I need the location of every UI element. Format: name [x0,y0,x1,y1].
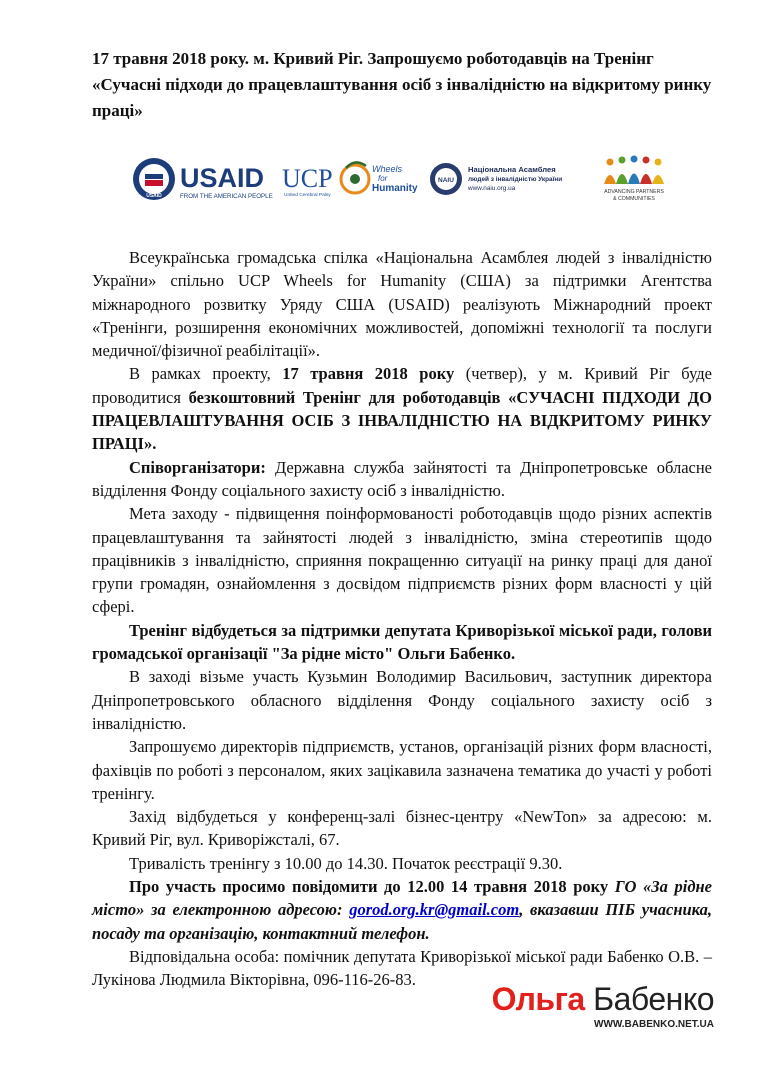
paragraph-coorganizers [92,456,712,503]
registration-deadline: Про участь просимо повідомити до 12.00 14 травня 2018 року [129,877,615,897]
registration-requirements: , вказавши ПІБ учасника, посаду та організацію, контактний телефон. [92,900,713,943]
paragraph-goal: Мета заходу - підвищення поінформованості роботодавців щодо різних аспектів працевлаштування та зайнятості людей з інвалідністю, зміна стереотипів щодо працівників з інвалідністю, сприяння покращенню ситуації на ринку праці для даної групи громадян, ознайомлення з досвідом підприємств різних форм власності у цій сфері. [92,504,712,617]
paragraph-participant: В заході візьме участь Кузьмин Володимир Васильович, заступник директора Дніпропетровського обласного відділення Фонду соціального захисту осіб з інвалідністю. [92,667,712,733]
paragraph-support: Тренінг відбудеться за підтримки депутата Криворізької міської ради, голови громадської організації "За рідне місто" Ольги Бабенко. [92,620,712,664]
babenko-brand-logo [492,982,714,1030]
paragraph-registration [92,875,712,945]
event-text-a: В рамках проекту, [129,364,283,384]
naiu-line-2: людей з інвалідністю України [468,176,563,183]
ucp-tagline: United Cerebral Palsy [284,193,331,198]
coorganizers-label: Співорганізатори: [129,457,266,477]
event-text-b: (четвер), у м. Кривий Ріг буде проводитися [92,364,712,407]
paragraph-contact: Відповідальна особа: помічник депутата Криворізької міської ради Бабенко О.В. – Лукінова Людмила Вікторівна, 096-116-26-83. [92,946,712,990]
brand-name [492,982,714,1016]
event-training-title: безкоштовний Тренінг для роботодавців «СУЧАСНІ ПІДХОДИ ДО ПРАЦЕВЛАШТУВАННЯ ОСІБ З ІНВАЛІДНІСТЮ НА ВІДКРИТОМУ РИНКУ ПРАЦІ». [92,387,712,454]
ucp-logo [280,154,338,204]
wheels-text-2: for [378,174,388,183]
brand-url: WWW.BABENKO.NET.UA [594,1019,714,1030]
brand-last-name: Бабенко [593,981,714,1017]
document-page [92,46,712,992]
naiu-line-1: Національна Асамблея [468,165,556,174]
document-body [92,246,712,992]
ucp-name: UCP [282,164,333,193]
usaid-name: USAID [180,163,265,193]
wheels-text-1: Wheels [372,164,403,174]
advancing-partners-logo [598,154,672,204]
paragraph-event [92,362,712,455]
paragraph-intro: Всеукраїнська громадська спілка «Національна Асамблея людей з інвалідністю України» спільно UCP Wheels for Humanity (США) за підтримки Агентства міжнародного розвитку Уряду США (USAID) реалізують Міжнародний проект «Тренінги, розширення економічних можливостей, допоміжні технології та послуги медичної/фізичної реабілітації». [92,248,712,361]
event-date: 17 травня 2018 року [282,364,455,384]
naiu-badge-text: NAIU [438,177,454,184]
naiu-logo [428,154,588,204]
registration-org: ГО «За рідне місто» за електронною адресою: [92,877,712,920]
paragraph-venue: Захід відбудеться у конференц-залі бізнес-центру «NewTon» за адресою: м. Кривий Ріг, вул. Криворіжсталі, 67. [92,807,712,850]
partner-logos [132,144,672,224]
usaid-tagline: FROM THE AMERICAN PEOPLE [180,193,273,200]
paragraph-duration: Тривалість тренінгу з 10.00 до 14.30. Початок реєстрації 9.30. [129,853,563,873]
document-title: 17 травня 2018 року. м. Кривий Ріг. Запрошуємо роботодавців на Тренінг «Сучасні підходи до працевлаштування осіб з інвалідністю на відкритому ринку праці» [92,49,712,120]
coorganizers-text: Державна служба зайнятості та Дніпропетровське обласне відділення Фонду соціального захисту осіб з інвалідністю. [92,457,712,500]
advancing-line-2: & COMMUNITIES [613,196,655,202]
brand-first-name: Ольга [491,981,585,1017]
wheels-text-3: Humanity [372,183,418,194]
usaid-seal-text: USAID [146,193,162,199]
wheels-for-humanity-logo [338,154,424,204]
usaid-logo [132,154,282,204]
email-link[interactable]: gorod.org.kr@gmail.com [349,900,520,920]
people-icon [604,156,664,185]
paragraph-invitation: Запрошуємо директорів підприємств, установ, організацій різних форм власності, фахівців по роботі з персоналом, яких зацікавила зазначена тематика до участі у роботі тренінгу. [92,737,712,803]
naiu-url: www.naiu.org.ua [468,185,516,192]
advancing-line-1: ADVANCING PARTNERS [604,189,664,195]
